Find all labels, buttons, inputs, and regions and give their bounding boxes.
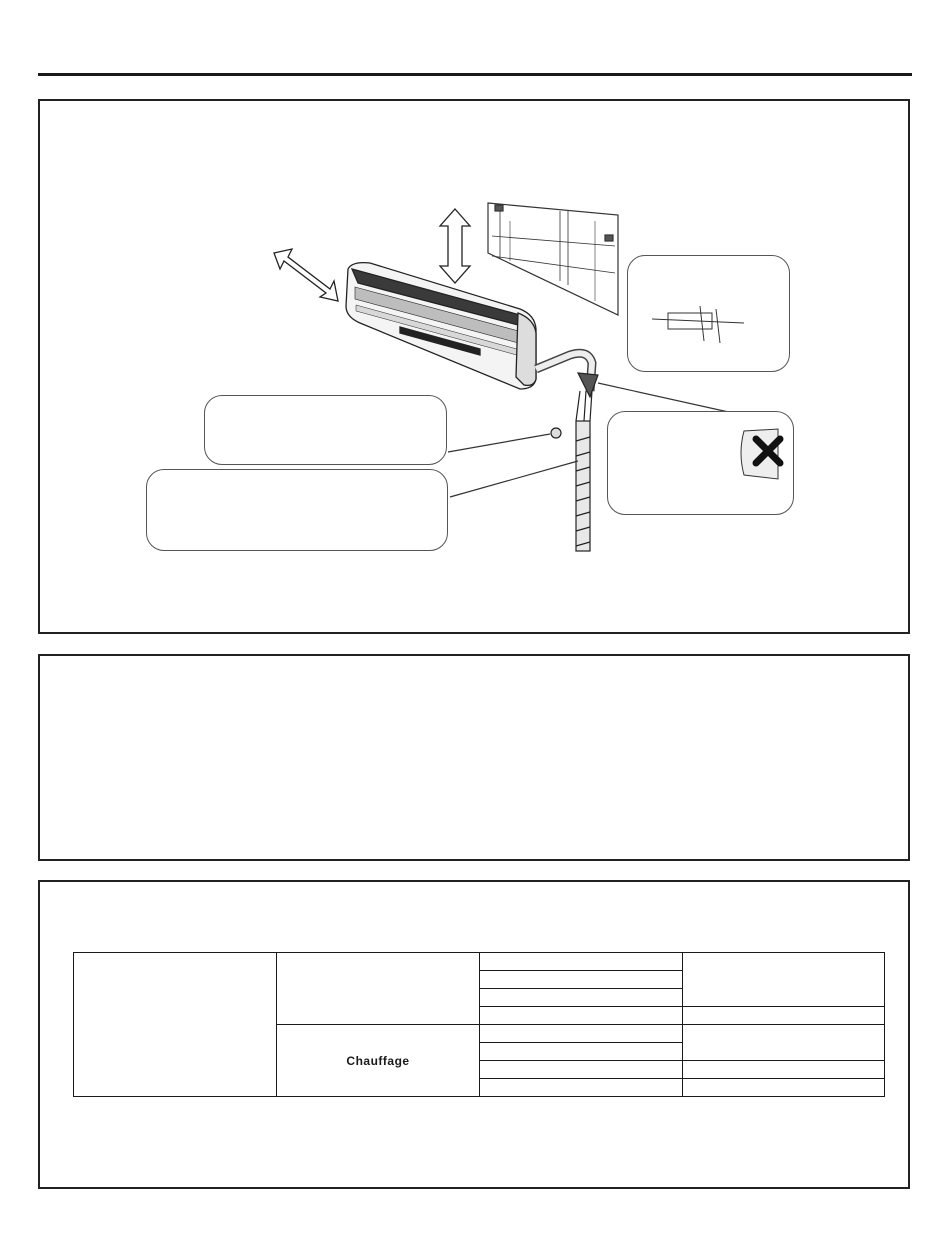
table-cell bbox=[683, 1007, 885, 1025]
table-cell bbox=[480, 1043, 683, 1061]
callout-top-right bbox=[627, 255, 790, 372]
table-cell bbox=[480, 1079, 683, 1097]
callout-lower-left bbox=[146, 469, 448, 551]
table-cell bbox=[480, 1025, 683, 1043]
header-rule bbox=[38, 73, 912, 76]
callout-mid-left bbox=[204, 395, 447, 465]
heating-label: Chauffage bbox=[277, 1025, 480, 1097]
vertical-arrow-icon bbox=[440, 209, 470, 283]
table-cell bbox=[683, 953, 885, 1007]
table-cell bbox=[480, 1061, 683, 1079]
mounting-plate-icon bbox=[488, 203, 618, 315]
table-cell bbox=[74, 953, 277, 1097]
installation-diagram-panel bbox=[38, 99, 910, 634]
notes-panel bbox=[38, 654, 910, 861]
indoor-unit-icon bbox=[346, 263, 536, 389]
double-arrow-icon bbox=[274, 249, 338, 301]
spec-table-panel bbox=[38, 880, 910, 1189]
table-cell bbox=[480, 1007, 683, 1025]
table-cell bbox=[683, 1079, 885, 1097]
table-cell bbox=[683, 1025, 885, 1061]
table-cell bbox=[480, 971, 683, 989]
table-row bbox=[74, 953, 885, 971]
spec-table bbox=[73, 952, 885, 1097]
table-cell bbox=[480, 953, 683, 971]
callout-bottom-right bbox=[607, 411, 794, 515]
pipe-bundle-icon bbox=[536, 353, 598, 551]
table-cell bbox=[480, 989, 683, 1007]
table-cell bbox=[277, 953, 480, 1025]
table-cell bbox=[683, 1061, 885, 1079]
